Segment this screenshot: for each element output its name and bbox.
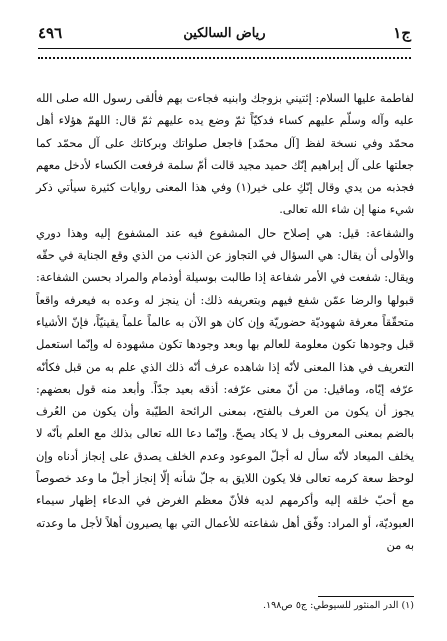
page-number: ٤٩٦ (38, 24, 63, 42)
footnote: (١) الدر المنثور للسيوطي: ج٥ ص١٩٨. (262, 600, 414, 611)
page-header (38, 24, 411, 46)
paragraph-1: لفاطمة عليها السلام: إئتيني بزوجك وابنيه فجاءت بهم فألقى رسول الله صلى الله عليه وآله وسلّم عليهم كساء فدكيّاً ثمّ وضع يده عليهم ثمّ قال: اللهمّ هؤلاء أهل محمّد وفي نسخة لفظ [آل محمّد] فاجعل صلواتك وبركاتك على آل محمّد كما جعلتها على آل إبراهيم إنّك حميد مجيد قالت أمّ سلمة فرفعت الكساء لأدخل معهم فجذبه من يدي وقال إنّكِ على خير(١) وفي هذا المعنى روايات كثيرة سيأتي ذكر شيء منها إن شاء الله تعالى. (36, 92, 414, 217)
running-title: رياض السالكين (183, 26, 266, 41)
main-text (36, 88, 414, 557)
header-rule (38, 48, 411, 49)
paragraph-2: والشفاعة: قيل: هي إصلاح حال المشفوع فيه عند المشفوع إليه وهذا دوري والأولى أن يقال: هي السؤال في التجاوز عن الذنب من الذي وقع الجناية في حقّه ويقال: شفعت في الأمر شفاعة إذا طالبت بوسيلة أوذمام والمراد بحسن الشفاعة: قبولها والرضا عمّن شفع فيهم وبتعريفه ذلك: أن ينجز له وعده به فيعرفه واقعاً متحقّقاً معرفة شهوديّة حضوريّة وإن كان هو الآن به عالماً علماً يقينيّاً، فإنّ الأشياء قبل وجودها تكون معلومة للعالم بها وبعد وجودها تكون مشهودة له وإنّما استعمل التعريف في هذا المعنى لأنّه إذا شاهده عرف أنّه ذلك الذي علم به من قبل فكأنّه عرّفه إيّاه، وماقيل: من أنّ معنى عرّفه: أذقه بعيد جدّاً. وأبعد منه قول بعضهم: يجوز أن يكون من العرف بالفتح، بمعنى الرائحة الطيّبة وأن يكون من العُرف بالضم بمعنى المعروف بل لا يكاد يصحّ. وإنّما دعا الله تعالى بذلك مع العلم بأنّه لا يخلف الميعاد لأنّه سأل له أجلّ الموعود وعدم الخلف يصدق على إنجاز أدناه وإن لوحظ سعة كرمه تعالى فلا يكون اللايق به جلّ شأنه إلّا إنجاز أجلّ ما وعد خصوصاً مع أحبّ خلقه إليه وأكرمهم لديه فلأنّ معظم الغرض في الدعاء إظهار سيماء العبوديّة، أو المراد: وفّق أهل شفاعته للأعمال التي بها يصيرون أهلاً لأجل ما وعدته به من (36, 226, 414, 552)
footnote-rule (318, 596, 414, 597)
dotted-divider (38, 57, 411, 69)
volume-label: ج١ (393, 24, 411, 42)
